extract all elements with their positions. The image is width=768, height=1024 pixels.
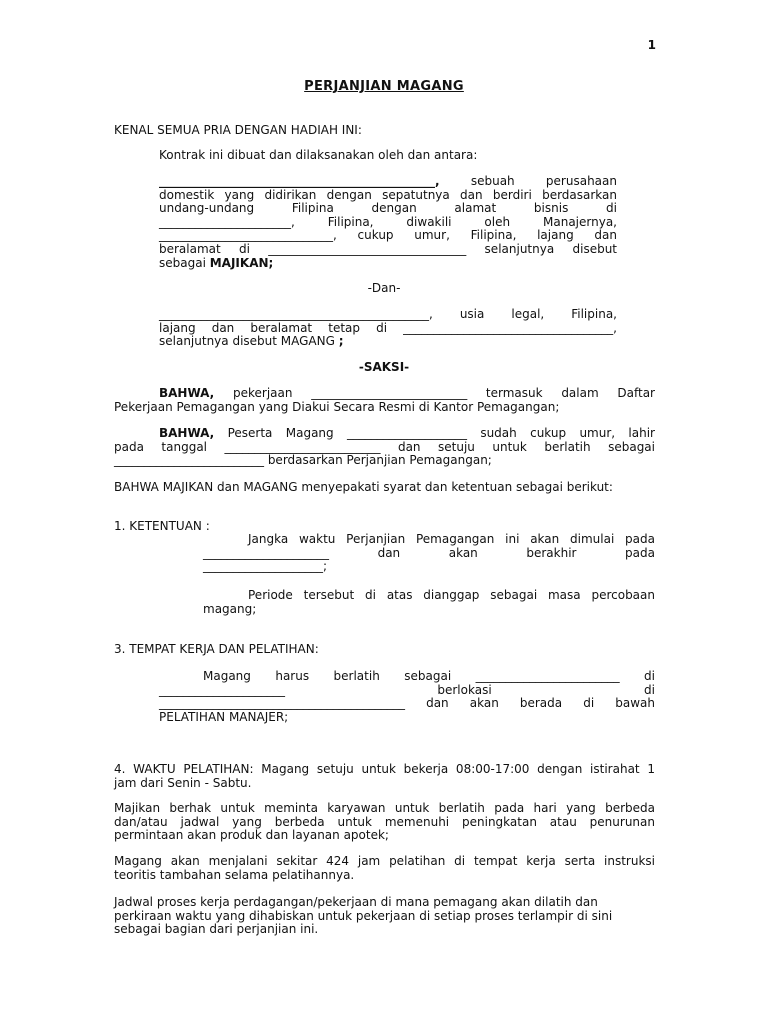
section-1-paragraph-1 (203, 533, 655, 574)
section-4-line-1: 4. WAKTU PELATIHAN: Magang setuju untuk bekerja 08:00-17:00 dengan istirahat 1 (114, 762, 655, 776)
employer-line-6: beralamat di _________________________________ selanjutnya disebut (159, 241, 617, 256)
section-3-line-4: PELATIHAN MANAJER; (159, 709, 289, 724)
section-3-line-2: _____________________ berlokasi di (159, 682, 655, 697)
employer-label: MAJIKAN; (209, 255, 274, 270)
section-3-paragraph (159, 670, 655, 724)
section-4 (114, 763, 655, 790)
whereas-2 (114, 427, 655, 468)
page-number: 1 (647, 38, 656, 52)
whereas-2-line-2: pada tanggal __________________________ dan setuju untuk berlatih sebagai (114, 439, 655, 454)
dan-separator: -Dan- (367, 281, 401, 295)
section-1-p1-line-2: _____________________ dan akan berakhir pada (203, 545, 655, 560)
paragraph-magang (114, 855, 655, 882)
paragraph-majikan-line-2: dan/atau jadwal yang berbeda untuk memenuhi peningkatan atau penurunan (114, 814, 655, 829)
apprentice-block (159, 308, 617, 349)
paragraph-jadwal-line-3: sebagai bagian dari perjanjian ini. (114, 922, 319, 937)
whereas-2-line-3: _________________________ berdasarkan Perjanjian Pemagangan; (114, 453, 492, 468)
section-1-p2-line-2: magang; (203, 601, 257, 616)
apprentice-line-3: selanjutnya disebut MAGANG ; (159, 334, 344, 349)
employer-block (159, 175, 617, 270)
apprentice-line-2: lajang dan beralamat tetap di ___________________________________, (159, 320, 617, 335)
saksi-heading: -SAKSI- (358, 360, 410, 374)
document-title: PERJANJIAN MAGANG (304, 79, 464, 94)
employer-line-4: ______________________, Filipina, diwakili oleh Manajernya, (159, 214, 617, 229)
contract-intro: Kontrak ini dibuat dan dilaksanakan oleh dan antara: (159, 148, 478, 162)
paragraph-majikan (114, 802, 655, 843)
paragraph-jadwal (114, 896, 655, 937)
section-4-line-2: jam dari Senin - Sabtu. (114, 775, 252, 790)
apprentice-line-1: _____________________________________________, usia legal, Filipina, (159, 307, 617, 321)
section-1-p2-line-1: Periode tersebut di atas dianggap sebagai masa percobaan (248, 588, 655, 602)
section-3-heading: 3. TEMPAT KERJA DAN PELATIHAN: (114, 642, 319, 656)
employer-line-7: sebagai MAJIKAN; (159, 255, 274, 270)
whereas-1-line-2: Pekerjaan Pemagangan yang Diakui Secara Resmi di Kantor Pemagangan; (114, 399, 560, 414)
paragraph-magang-line-1: Magang akan menjalani sekitar 424 jam pelatihan di tempat kerja serta instruksi (114, 854, 655, 868)
section-1-heading: 1. KETENTUAN : (114, 519, 210, 533)
employer-line-2: domestik yang didirikan dengan sepatutnya dan berdiri berdasarkan (159, 187, 617, 202)
agreement-line: BAHWA MAJIKAN dan MAGANG menyepakati syarat dan ketentuan sebagai berikut: (114, 480, 613, 494)
paragraph-magang-line-2: teoritis tambahan selama pelatihannya. (114, 867, 355, 882)
employer-line-1: ______________________________________________, sebuah perusahaan (159, 174, 617, 188)
paragraph-majikan-line-3: permintaan akan produk dan layanan apotek; (114, 828, 389, 843)
employer-name-blank: ______________________________________________, (159, 174, 440, 188)
section-1-paragraph-2 (203, 589, 655, 616)
section-1-p1-line-3: ____________________; (203, 559, 328, 574)
employer-line-3: undang-undang Filipina dengan alamat bisnis di (159, 201, 617, 216)
section-3-line-1: Magang harus berlatih sebagai ________________________ di (203, 669, 655, 683)
paragraph-jadwal-line-2: perkiraan waktu yang dihabiskan untuk pekerjaan di setiap proses terlampir di sini (114, 908, 613, 923)
section-3-line-3: _________________________________________ dan akan berada di bawah (159, 696, 655, 711)
intro-line: KENAL SEMUA PRIA DENGAN HADIAH INI: (114, 123, 362, 137)
paragraph-jadwal-line-1: Jadwal proses kerja perdagangan/pekerjaan di mana pemagang akan dilatih dan (114, 895, 598, 909)
whereas-1 (114, 387, 655, 414)
employer-line-5: _____________________________, cukup umur, Filipina, lajang dan (159, 228, 617, 243)
section-1-p1-line-1: Jangka waktu Perjanjian Pemagangan ini akan dimulai pada (248, 532, 655, 546)
paragraph-majikan-line-1: Majikan berhak untuk meminta karyawan untuk berlatih pada hari yang berbeda (114, 801, 655, 815)
whereas-2-line-1: BAHWA, Peserta Magang ____________________ sudah cukup umur, lahir (159, 426, 655, 440)
whereas-1-line-1: BAHWA, pekerjaan __________________________ termasuk dalam Daftar (159, 386, 655, 400)
